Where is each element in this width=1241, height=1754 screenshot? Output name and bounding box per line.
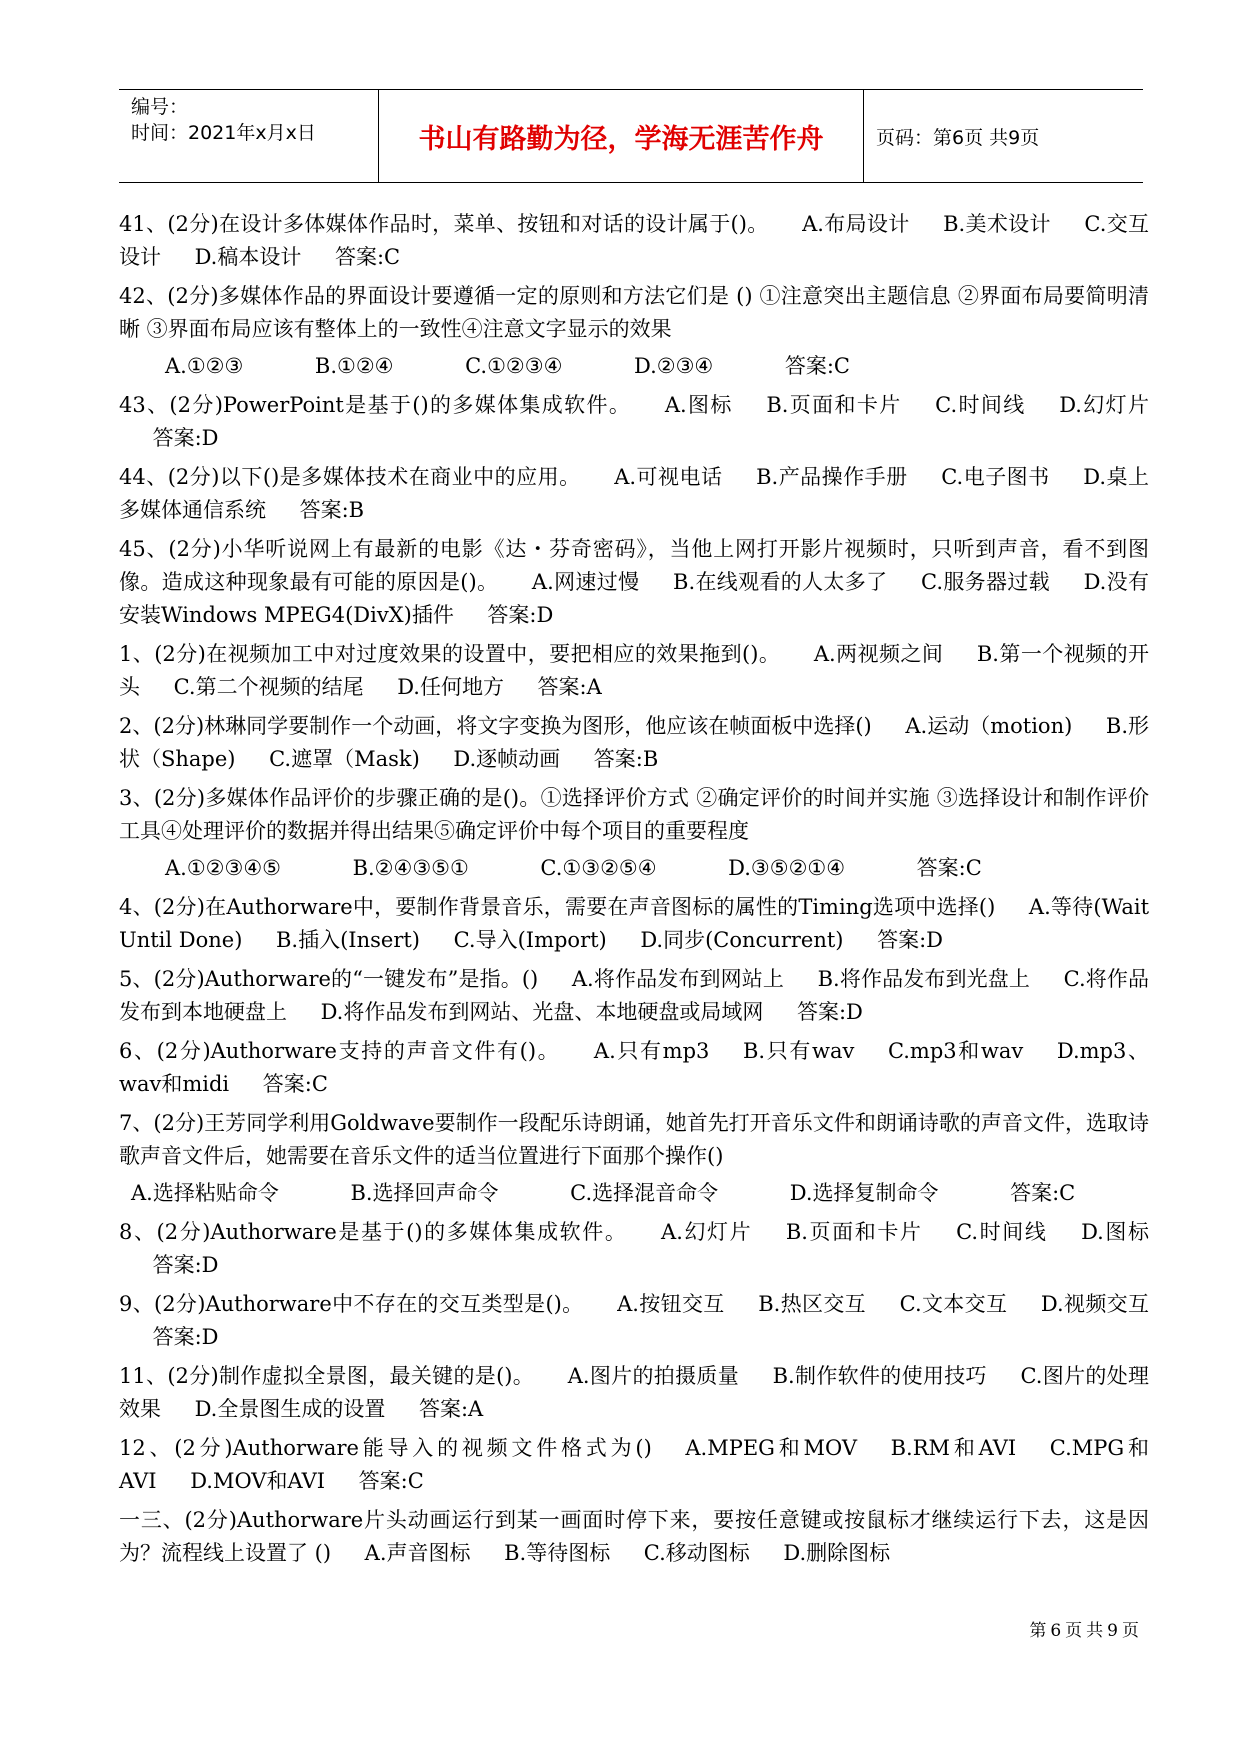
document-number-label: 编号： [131, 96, 189, 118]
answer-option: C.服务器过载 [921, 570, 1050, 594]
page-footer: 第6页共9页 [1029, 1621, 1143, 1641]
answer-option: D.②③④ [634, 354, 714, 378]
question-item [119, 533, 1149, 632]
answer-option: A.运动（motion) [905, 714, 1073, 738]
answer-option: D.幻灯片 [1059, 393, 1150, 417]
answer-option: B.选择回声命令 [350, 1181, 499, 1205]
answer-option: B.页面和卡片 [785, 1220, 923, 1244]
answer-option: C.选择混音命令 [570, 1181, 719, 1205]
answer-option: D.③⑤②①④ [728, 856, 846, 880]
answer-key: 答案:C [358, 1469, 424, 1493]
answer-option: D.视频交互 [1040, 1292, 1150, 1316]
question-stem: 5、(2分)Authorware的“一键发布”是指。() [119, 967, 539, 991]
question-stem: 6、(2分)Authorware支持的声音文件有()。 [119, 1039, 561, 1063]
answer-option: B.在线观看的人太多了 [673, 570, 888, 594]
answer-option: A.声音图标 [364, 1541, 471, 1565]
question-stem: 11、(2分)制作虚拟全景图，最关键的是()。 [119, 1364, 535, 1388]
answer-option: B.将作品发布到光盘上 [817, 967, 1031, 991]
answer-key: 答案:B [593, 747, 659, 771]
question-list [119, 208, 1149, 1576]
answer-option: A.只有mp3 [593, 1039, 710, 1063]
answer-option: B.美术设计 [943, 212, 1051, 236]
answer-option: A.将作品发布到网站上 [571, 967, 784, 991]
answer-key: 答案:C [334, 245, 401, 269]
question-item [119, 461, 1149, 527]
answer-option: D.任何地方 [397, 675, 504, 699]
answer-option: A.幻灯片 [661, 1220, 753, 1244]
answer-option: C.图片的处理效果 [119, 1364, 1150, 1421]
answer-option: B.①②④ [314, 354, 394, 378]
answer-option: A.选择粘贴命令 [131, 1181, 279, 1205]
answer-option: D.稿本设计 [194, 245, 302, 269]
option-row [119, 1177, 1149, 1210]
question-stem: 1、(2分)在视频加工中对过度效果的设置中，要把相应的效果拖到()。 [119, 642, 781, 666]
question-item [119, 208, 1149, 274]
answer-option: A.①②③④⑤ [165, 856, 281, 880]
question-stem: 一三、(2分)Authorware片头动画运行到某一画面时停下来，要按任意键或按鼠标才继续运行下去，这是因为？流程线上设置了 () [119, 1508, 1149, 1565]
question-stem: 4、(2分)在Authorware中，要制作背景音乐，需要在声音图标的属性的Timing选项中选择() [119, 895, 996, 919]
question-item [119, 280, 1149, 383]
answer-option: A.图标 [664, 393, 733, 417]
document-time-label: 时间：2021年x月x日 [131, 122, 316, 144]
answer-option: D.没有安装Windows MPEG4(DivX)插件 [119, 570, 1150, 627]
answer-option: B.页面和卡片 [766, 393, 902, 417]
answer-key: 答案:A [418, 1397, 484, 1421]
answer-option: B.只有wav [742, 1039, 855, 1063]
answer-option: A.MPEG和MOV [685, 1436, 858, 1460]
question-item [119, 1107, 1149, 1210]
question-item [119, 1432, 1149, 1498]
answer-option: B.第一个视频的开头 [119, 642, 1149, 699]
answer-key: 答案:A [537, 675, 602, 699]
answer-option: A.布局设计 [802, 212, 910, 236]
answer-key: 答案:D [152, 1253, 219, 1277]
answer-option: C.电子图书 [941, 465, 1050, 489]
answer-option: B.形状（Shape) [119, 714, 1150, 771]
question-stem: 2、(2分)林琳同学要制作一个动画，将文字变换为图形，他应该在帧面板中选择() [119, 714, 872, 738]
answer-option: D.删除图标 [783, 1541, 891, 1565]
answer-key: 答案:C [916, 856, 982, 880]
answer-option: C.①③②⑤④ [540, 856, 657, 880]
answer-option: C.将作品发布到本地硬盘上 [119, 967, 1150, 1024]
question-item [119, 389, 1149, 455]
header-meta [119, 90, 379, 182]
question-stem: 43、(2分)PowerPoint是基于()的多媒体集成软件。 [119, 393, 632, 417]
answer-option: A.网速过慢 [531, 570, 640, 594]
answer-option: B.插入(Insert) [276, 928, 420, 952]
answer-option: A.①②③ [165, 354, 244, 378]
answer-option: B.制作软件的使用技巧 [772, 1364, 987, 1388]
question-stem: 8、(2分)Authorware是基于()的多媒体集成软件。 [119, 1220, 628, 1244]
answer-option: C.移动图标 [643, 1541, 750, 1565]
question-stem: 12、(2分)Authorware能导入的视频文件格式为() [119, 1436, 652, 1460]
answer-option: B.等待图标 [504, 1541, 611, 1565]
answer-key: 答案:C [784, 354, 851, 378]
answer-option: D.全景图生成的设置 [194, 1397, 386, 1421]
option-row [119, 350, 1149, 383]
answer-option: B.产品操作手册 [756, 465, 908, 489]
answer-option: C.时间线 [935, 393, 1026, 417]
answer-option: D.选择复制命令 [789, 1181, 939, 1205]
answer-option: B.热区交互 [758, 1292, 867, 1316]
question-stem: 41、(2分)在设计多体媒体作品时，菜单、按钮和对话的设计属于()。 [119, 212, 769, 236]
answer-option: D.同步(Concurrent) [640, 928, 844, 952]
answer-option: C.导入(Import) [453, 928, 607, 952]
answer-option: D.图标 [1081, 1220, 1150, 1244]
answer-option: C.①②③④ [465, 354, 563, 378]
answer-option: D.桌上多媒体通信系统 [119, 465, 1150, 522]
question-stem: 3、(2分)多媒体作品评价的步骤正确的是()。①选择评价方式 ②确定评价的时间并实施 ③选择设计和制作评价工具④处理评价的数据并得出结果⑤确定评价中每个项目的重要程度 [119, 786, 1149, 843]
answer-option: C.文本交互 [899, 1292, 1008, 1316]
answer-option: A.按钮交互 [617, 1292, 725, 1316]
answer-option: C.MPG和AVI [119, 1436, 1149, 1493]
question-stem: 44、(2分)以下()是多媒体技术在商业中的应用。 [119, 465, 581, 489]
answer-option: D.mp3、wav和midi [119, 1039, 1149, 1096]
header-page-info: 页码：第6页 共9页 [876, 126, 1040, 149]
answer-option: A.可视电话 [614, 465, 723, 489]
question-item [119, 1360, 1149, 1426]
question-item [119, 638, 1149, 704]
answer-option: B.RM和AVI [890, 1436, 1017, 1460]
answer-key: 答案:D [152, 1325, 219, 1349]
question-stem: 45、(2分)小华听说网上有最新的电影《达・芬奇密码》，当他上网打开影片视频时，只听到声音，看不到图像。造成这种现象最有可能的原因是()。 [119, 537, 1149, 594]
answer-key: 答案:C [262, 1072, 328, 1096]
question-item [119, 1216, 1149, 1282]
answer-key: 答案:C [1010, 1181, 1076, 1205]
answer-option: B.②④③⑤① [352, 856, 469, 880]
answer-key: 答案:D [877, 928, 943, 952]
answer-option: C.交互设计 [119, 212, 1150, 269]
question-item [119, 963, 1149, 1029]
question-item [119, 1035, 1149, 1101]
answer-option: A.等待(Wait Until Done) [119, 895, 1150, 952]
answer-key: 答案:D [487, 603, 554, 627]
answer-option: A.图片的拍摄质量 [567, 1364, 740, 1388]
question-item [119, 891, 1149, 957]
answer-option: D.将作品发布到网站、光盘、本地硬盘或局域网 [320, 1000, 764, 1024]
answer-option: A.两视频之间 [813, 642, 944, 666]
page-header [119, 89, 1143, 183]
answer-option: C.mp3和wav [887, 1039, 1024, 1063]
question-item [119, 710, 1149, 776]
question-stem: 42、(2分)多媒体作品的界面设计要遵循一定的原则和方法它们是 () ①注意突出主题信息 ②界面布局要简明清晰 ③界面布局应该有整体上的一致性④注意文字显示的效果 [119, 284, 1149, 341]
question-stem: 9、(2分)Authorware中不存在的交互类型是()。 [119, 1292, 584, 1316]
header-motto: 书山有路勤为径，学海无涯苦作舟 [379, 90, 864, 182]
question-stem: 7、(2分)王芳同学利用Goldwave要制作一段配乐诗朗诵，她首先打开音乐文件和朗诵诗歌的声音文件，选取诗歌声音文件后，她需要在音乐文件的适当位置进行下面那个操作() [119, 1111, 1149, 1168]
question-item [119, 1288, 1149, 1354]
answer-option: C.时间线 [956, 1220, 1048, 1244]
answer-option: C.第二个视频的结尾 [173, 675, 364, 699]
answer-key: 答案:B [299, 498, 365, 522]
answer-key: 答案:D [152, 426, 219, 450]
question-item [119, 782, 1149, 885]
answer-option: D.MOV和AVI [190, 1469, 326, 1493]
question-item [119, 1504, 1149, 1570]
answer-option: C.遮罩（Mask) [269, 747, 420, 771]
answer-key: 答案:D [796, 1000, 863, 1024]
option-row [119, 852, 1149, 885]
answer-option: D.逐帧动画 [453, 747, 561, 771]
